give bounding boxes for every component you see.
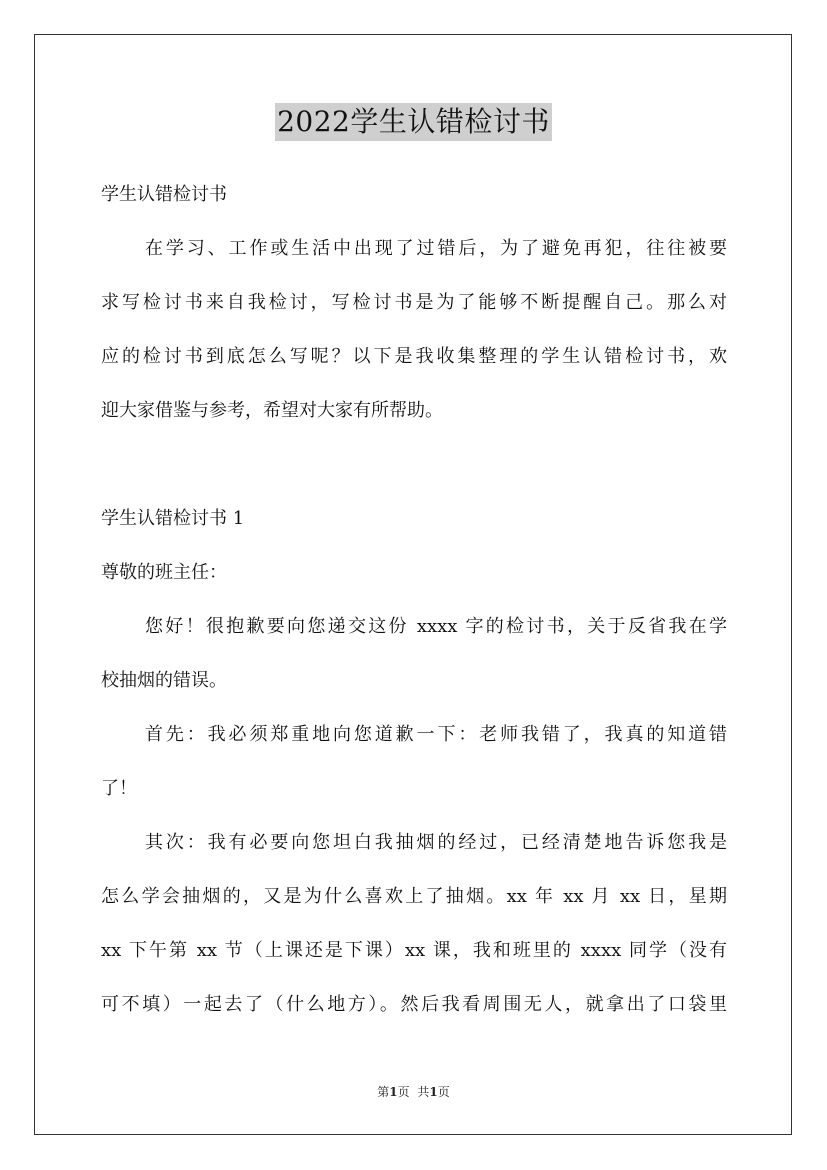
total-label: 共 xyxy=(417,1085,430,1099)
document-title: 2022学生认错检讨书 xyxy=(275,103,552,141)
paragraph-line: 校抽烟的错误。 xyxy=(101,670,227,691)
salutation: 尊敬的班主任： xyxy=(101,562,227,583)
total-number: 1 xyxy=(429,1085,438,1099)
section-heading: 学生认错检讨书 xyxy=(101,184,227,205)
paragraph-line: 其次：我有必要向您坦白我抽烟的经过，已经清楚地告诉您我是 xyxy=(145,832,727,853)
title-wrap xyxy=(0,103,827,141)
paragraph-line: 迎大家借鉴与参考，希望对大家有所帮助。 xyxy=(101,400,443,421)
paragraph-line: xx 下午第 xx 节（上课还是下课）xx 课，我和班里的 xxxx 同学（没有 xyxy=(101,940,727,961)
section-heading: 学生认错检讨书 1 xyxy=(101,508,245,529)
total-unit: 页 xyxy=(437,1085,450,1099)
paragraph-line: 首先：我必须郑重地向您道歉一下：老师我错了，我真的知道错 xyxy=(145,724,727,745)
paragraph-line: 应的检讨书到底怎么写呢？以下是我收集整理的学生认错检讨书，欢 xyxy=(101,346,727,367)
page-number: 1 xyxy=(389,1085,398,1099)
paragraph-line: 您好！很抱歉要向您递交这份 xxxx 字的检讨书，关于反省我在学 xyxy=(145,616,727,637)
paragraph-line: 在学习、工作或生活中出现了过错后，为了避免再犯，往往被要 xyxy=(145,238,727,259)
page-unit: 页 xyxy=(397,1085,410,1099)
paragraph-line: 了！ xyxy=(101,778,137,799)
document-body xyxy=(101,168,727,1032)
paragraph-line: 怎么学会抽烟的，又是为什么喜欢上了抽烟。xx 年 xx 月 xx 日，星期 xyxy=(101,886,727,907)
blank-line xyxy=(101,438,727,492)
page-footer xyxy=(0,1084,827,1100)
page-label: 第 xyxy=(377,1085,390,1099)
paragraph-line: 可不填）一起去了（什么地方）。然后我看周围无人，就拿出了口袋里 xyxy=(101,994,727,1015)
paragraph-line: 求写检讨书来自我检讨，写检讨书是为了能够不断提醒自己。那么对 xyxy=(101,292,727,313)
